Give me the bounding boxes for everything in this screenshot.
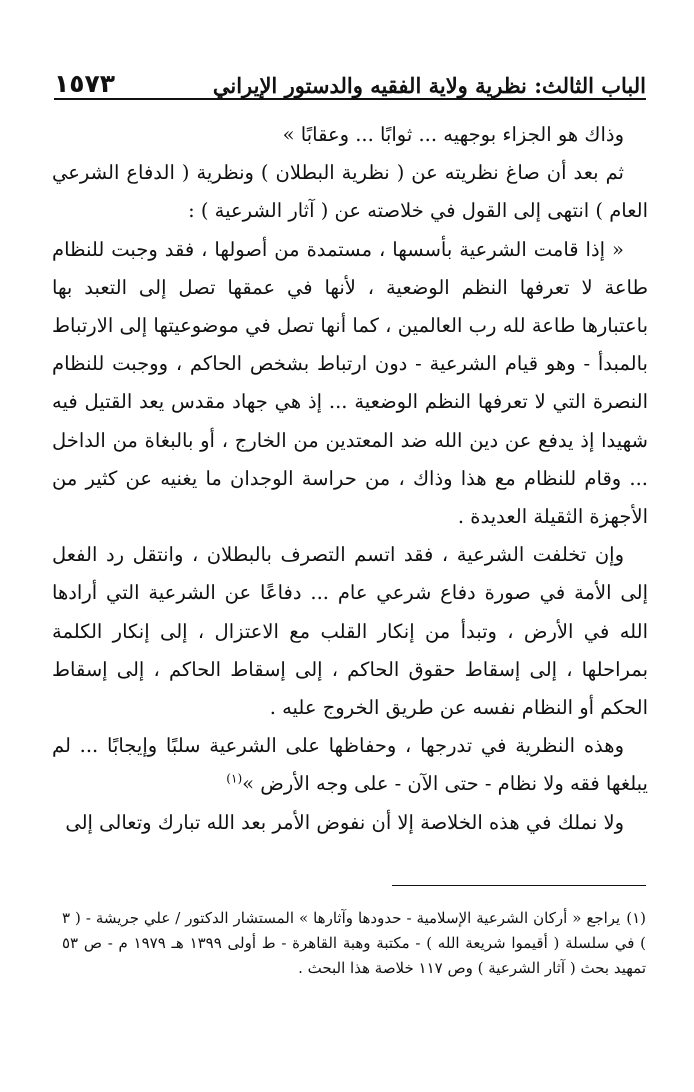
quote-paragraph-3 — [52, 727, 648, 803]
paragraph-last-text: ولا نملك في هذه الخلاصة إلا أن نفوض الأمر بعد الله تبارك وتعالى إلى — [65, 810, 624, 834]
footnote-1 — [62, 906, 646, 981]
paragraph-last — [52, 804, 648, 842]
page-header — [54, 56, 646, 96]
header-rule — [54, 98, 646, 100]
paragraph-1-text: وذاك هو الجزاء بوجهيه ... ثوابًا ... وعقابًا » — [282, 123, 624, 146]
running-title: الباب الثالث: نظرية ولاية الفقيه والدستور الإيراني — [212, 73, 646, 98]
body-text — [52, 116, 648, 842]
footnote — [62, 906, 646, 981]
paragraph-2 — [52, 154, 648, 230]
footnote-reference[interactable]: (١) — [226, 771, 243, 786]
paragraph-2-text: ثم بعد أن صاغ نظريته عن ( نظرية البطلان ) ونظرية ( الدفاع الشرعي العام ) انتهى إلى القول في خلاصته عن ( آثار الشرعية ) : — [52, 161, 648, 223]
quote-paragraph-2 — [52, 536, 648, 727]
quote-paragraph-1 — [52, 231, 648, 537]
quote-paragraph-1-text: « إذا قامت الشرعية بأسسها ، مستمدة من أصولها ، فقد وجبت للنظام طاعة لا تعرفها النظم الوضعية ، لأنها في عمقها تصل إلى التعبد بها باعتبارها طاعة لله رب العالمين ، كما أنها تصل في موضوعيتها إلى الارتباط بالمبدأ - وهو قيام الشرعية - دون ارتباط بشخص الحاكم ، ووجبت للنظام النصرة التي لا تعرفها النظم الوضعية ... إذ هي جهاد مقدس يعد القتيل فيه شهيدا إذ يدفع عن دين الله ضد المعتدين من الخارج ، أو بالبغاة من الداخل ... وقام للنظام مع هذا وذاك ، من حراسة الوجدان ما يغنيه عن كثير من الأجهزة الثقيلة العديدة . — [52, 237, 648, 529]
paragraph-1 — [52, 116, 648, 154]
footnote-rule — [392, 885, 646, 886]
quote-paragraph-2-text: وإن تخلفت الشرعية ، فقد اتسم التصرف بالبطلان ، وانتقل رد الفعل إلى الأمة في صورة دفاع شرعي عام ... دفاعًا عن الشرعية التي أرادها الله في الأرض ، وتبدأ من إنكار القلب مع الاعتزال ، إلى إنكار الكلمة بمراحلها ، إلى إسقاط حقوق الحاكم ، إلى إسقاط الحاكم ، إلى إسقاط الحكم أو النظام نفسه عن طريق الخروج عليه . — [52, 543, 648, 720]
footnote-marker: (١) — [626, 909, 646, 927]
quote-paragraph-3-text: وهذه النظرية في تدرجها ، وحفاظها على الشرعية سلبًا وإيجابًا ... لم يبلغها فقه ولا نظام - حتى الآن - على وجه الأرض » — [52, 734, 648, 796]
footnote-text: يراجع « أركان الشرعية الإسلامية - حدودها وآثارها » المستشار الدكتور / علي جريشة - ( ٣ ) في سلسلة ( أقيموا شريعة الله ) - مكتبة وهبة القاهرة - ط أولى ١٣٩٩ هـ ١٩٧٩ م - ص ٥٣ تمهيد بحث ( آثار الشرعية ) وص ١١٧ خلاصة هذا البحث . — [62, 909, 646, 977]
page-number: ١٥٧٣ — [54, 69, 116, 98]
